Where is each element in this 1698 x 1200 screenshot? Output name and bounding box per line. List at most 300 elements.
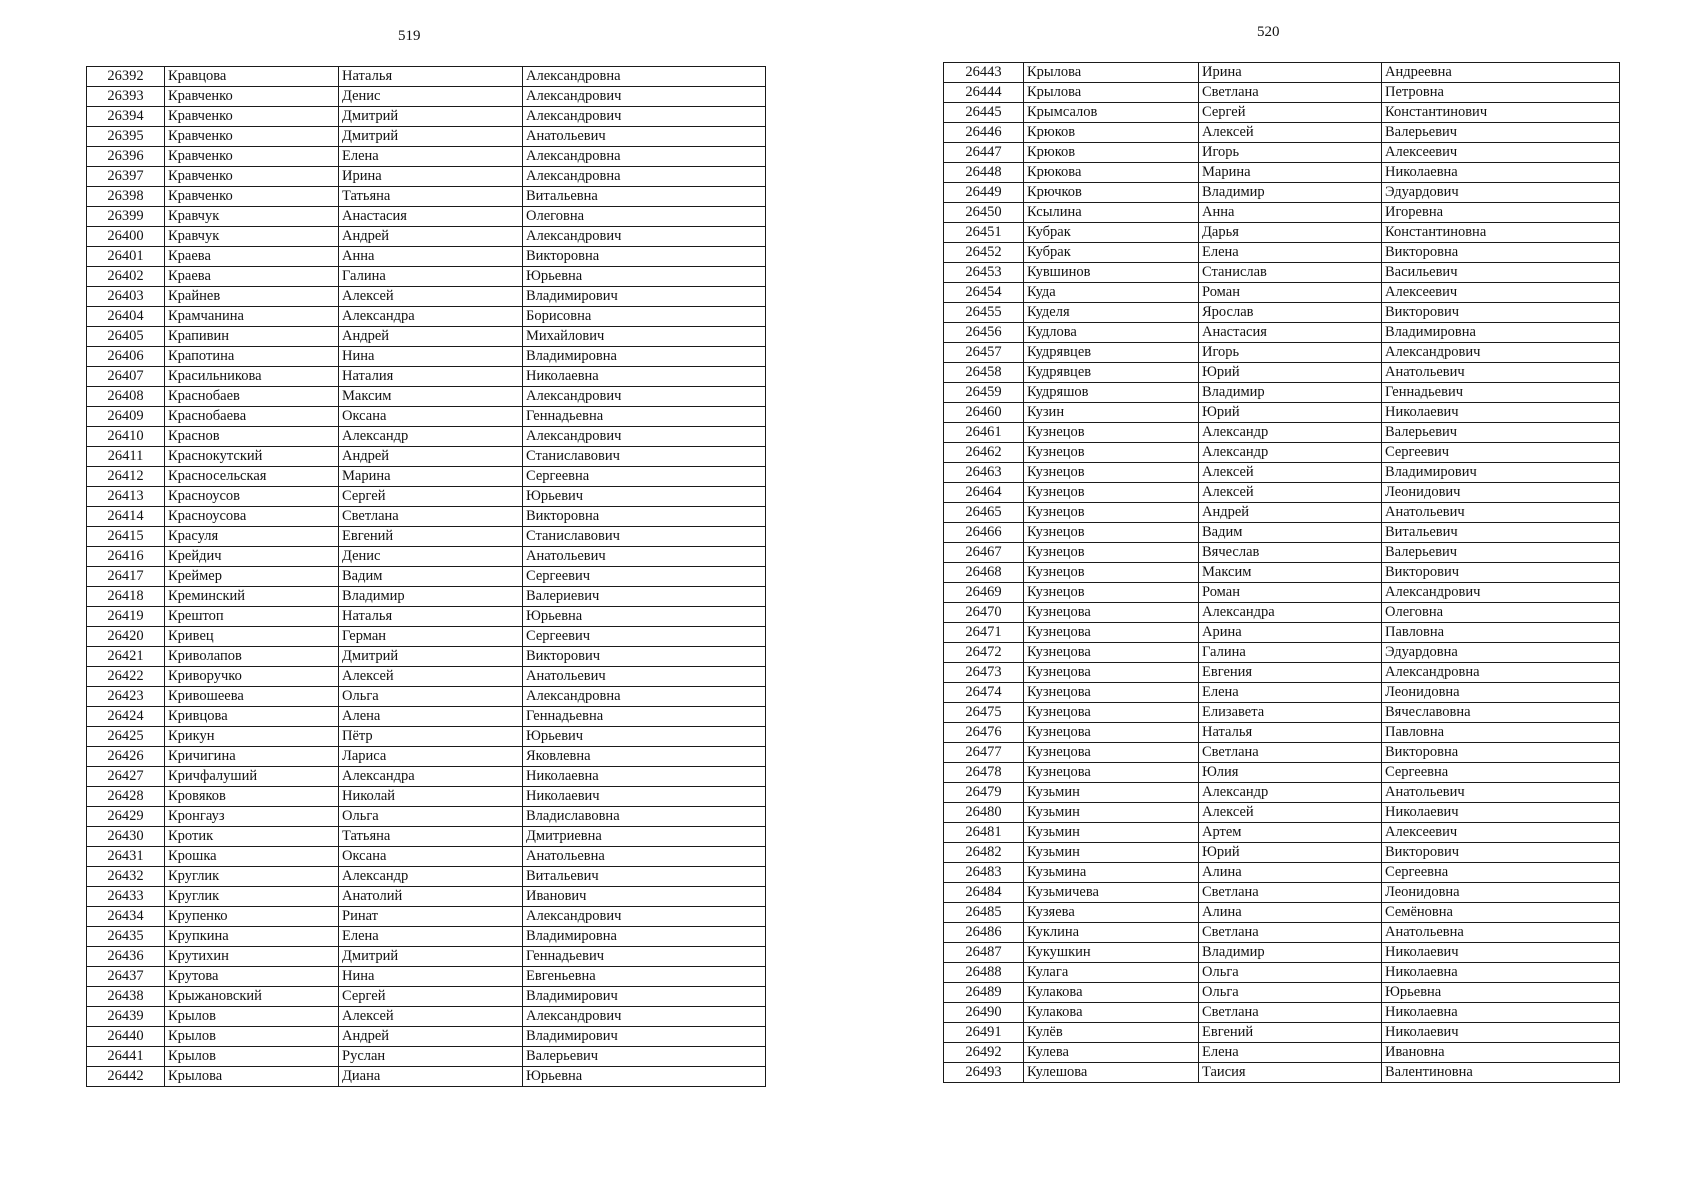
patronymic-cell: Ивановна bbox=[1382, 1043, 1620, 1063]
surname-cell: Кузьмина bbox=[1024, 863, 1199, 883]
surname-cell: Ксылина bbox=[1024, 203, 1199, 223]
patronymic-cell: Олеговна bbox=[1382, 603, 1620, 623]
page-520 bbox=[849, 0, 1698, 1200]
first-name-cell: Марина bbox=[339, 467, 523, 487]
first-name-cell: Александра bbox=[1199, 603, 1382, 623]
record-number-cell: 26456 bbox=[944, 323, 1024, 343]
surname-cell: Кузин bbox=[1024, 403, 1199, 423]
patronymic-cell: Юрьевич bbox=[523, 727, 766, 747]
first-name-cell: Лариса bbox=[339, 747, 523, 767]
surname-cell: Крылов bbox=[165, 1007, 339, 1027]
first-name-cell: Алексей bbox=[1199, 803, 1382, 823]
first-name-cell: Нина bbox=[339, 347, 523, 367]
table-row bbox=[87, 547, 766, 567]
table-row bbox=[87, 887, 766, 907]
patronymic-cell: Сергеевич bbox=[523, 567, 766, 587]
surname-cell: Кровяков bbox=[165, 787, 339, 807]
first-name-cell: Герман bbox=[339, 627, 523, 647]
surname-cell: Кравченко bbox=[165, 107, 339, 127]
patronymic-cell: Константиновна bbox=[1382, 223, 1620, 243]
record-number-cell: 26455 bbox=[944, 303, 1024, 323]
surname-cell: Крылов bbox=[165, 1047, 339, 1067]
patronymic-cell: Викторович bbox=[523, 647, 766, 667]
surname-cell: Кузнецова bbox=[1024, 643, 1199, 663]
first-name-cell: Артем bbox=[1199, 823, 1382, 843]
record-number-cell: 26428 bbox=[87, 787, 165, 807]
record-number-cell: 26482 bbox=[944, 843, 1024, 863]
patronymic-cell: Николаевич bbox=[1382, 803, 1620, 823]
patronymic-cell: Николаевна bbox=[1382, 1003, 1620, 1023]
first-name-cell: Таисия bbox=[1199, 1063, 1382, 1083]
surname-cell: Кулага bbox=[1024, 963, 1199, 983]
surname-cell: Крыжановский bbox=[165, 987, 339, 1007]
first-name-cell: Владимир bbox=[1199, 943, 1382, 963]
patronymic-cell: Александрович bbox=[1382, 343, 1620, 363]
patronymic-cell: Петровна bbox=[1382, 83, 1620, 103]
patronymic-cell: Александрович bbox=[523, 1007, 766, 1027]
first-name-cell: Светлана bbox=[1199, 83, 1382, 103]
table-row bbox=[87, 947, 766, 967]
table-row bbox=[944, 883, 1620, 903]
patronymic-cell: Валентиновна bbox=[1382, 1063, 1620, 1083]
record-number-cell: 26422 bbox=[87, 667, 165, 687]
record-number-cell: 26421 bbox=[87, 647, 165, 667]
first-name-cell: Диана bbox=[339, 1067, 523, 1087]
first-name-cell: Сергей bbox=[1199, 103, 1382, 123]
first-name-cell: Анастасия bbox=[339, 207, 523, 227]
patronymic-cell: Николаевич bbox=[1382, 943, 1620, 963]
table-row bbox=[87, 447, 766, 467]
surname-cell: Кубрак bbox=[1024, 223, 1199, 243]
first-name-cell: Елизавета bbox=[1199, 703, 1382, 723]
patronymic-cell: Николаевна bbox=[523, 767, 766, 787]
record-number-cell: 26402 bbox=[87, 267, 165, 287]
patronymic-cell: Юрьевич bbox=[523, 487, 766, 507]
table-row bbox=[87, 207, 766, 227]
surname-cell: Креминский bbox=[165, 587, 339, 607]
first-name-cell: Денис bbox=[339, 87, 523, 107]
table-row bbox=[87, 847, 766, 867]
table-row bbox=[87, 107, 766, 127]
first-name-cell: Светлана bbox=[1199, 883, 1382, 903]
record-number-cell: 26409 bbox=[87, 407, 165, 427]
register-table-body bbox=[87, 67, 766, 1087]
table-row bbox=[87, 187, 766, 207]
first-name-cell: Александра bbox=[339, 767, 523, 787]
record-number-cell: 26462 bbox=[944, 443, 1024, 463]
patronymic-cell: Владиславовна bbox=[523, 807, 766, 827]
table-row bbox=[87, 907, 766, 927]
first-name-cell: Владимир bbox=[339, 587, 523, 607]
patronymic-cell: Олеговна bbox=[523, 207, 766, 227]
surname-cell: Кудрявцев bbox=[1024, 343, 1199, 363]
patronymic-cell: Александровна bbox=[1382, 663, 1620, 683]
patronymic-cell: Эдуардович bbox=[1382, 183, 1620, 203]
record-number-cell: 26415 bbox=[87, 527, 165, 547]
surname-cell: Круглик bbox=[165, 867, 339, 887]
surname-cell: Кривошеева bbox=[165, 687, 339, 707]
record-number-cell: 26447 bbox=[944, 143, 1024, 163]
patronymic-cell: Владимировна bbox=[523, 927, 766, 947]
patronymic-cell: Владимирович bbox=[523, 987, 766, 1007]
patronymic-cell: Сергеевна bbox=[1382, 863, 1620, 883]
patronymic-cell: Сергеевич bbox=[523, 627, 766, 647]
record-number-cell: 26434 bbox=[87, 907, 165, 927]
record-number-cell: 26471 bbox=[944, 623, 1024, 643]
patronymic-cell: Алексеевич bbox=[1382, 283, 1620, 303]
table-row bbox=[87, 967, 766, 987]
first-name-cell: Дмитрий bbox=[339, 947, 523, 967]
surname-cell: Кулёв bbox=[1024, 1023, 1199, 1043]
table-row bbox=[944, 243, 1620, 263]
first-name-cell: Наталья bbox=[1199, 723, 1382, 743]
table-row bbox=[944, 363, 1620, 383]
table-row bbox=[87, 487, 766, 507]
record-number-cell: 26476 bbox=[944, 723, 1024, 743]
first-name-cell: Ольга bbox=[1199, 963, 1382, 983]
patronymic-cell: Викторовна bbox=[1382, 743, 1620, 763]
first-name-cell: Анастасия bbox=[1199, 323, 1382, 343]
table-row bbox=[87, 587, 766, 607]
first-name-cell: Ольга bbox=[339, 687, 523, 707]
patronymic-cell: Евгеньевна bbox=[523, 967, 766, 987]
patronymic-cell: Александровна bbox=[523, 167, 766, 187]
patronymic-cell: Васильевич bbox=[1382, 263, 1620, 283]
record-number-cell: 26413 bbox=[87, 487, 165, 507]
surname-cell: Кузнецов bbox=[1024, 563, 1199, 583]
table-row bbox=[87, 247, 766, 267]
surname-cell: Кузнецова bbox=[1024, 703, 1199, 723]
first-name-cell: Сергей bbox=[339, 987, 523, 1007]
table-row bbox=[944, 63, 1620, 83]
surname-cell: Красильникова bbox=[165, 367, 339, 387]
first-name-cell: Алексей bbox=[1199, 123, 1382, 143]
patronymic-cell: Николаевич bbox=[523, 787, 766, 807]
surname-cell: Крылова bbox=[1024, 63, 1199, 83]
patronymic-cell: Николаевна bbox=[1382, 163, 1620, 183]
surname-cell: Кувшинов bbox=[1024, 263, 1199, 283]
first-name-cell: Владимир bbox=[1199, 383, 1382, 403]
first-name-cell: Андрей bbox=[339, 327, 523, 347]
surname-cell: Кузнецов bbox=[1024, 483, 1199, 503]
first-name-cell: Пётр bbox=[339, 727, 523, 747]
first-name-cell: Светлана bbox=[1199, 743, 1382, 763]
record-number-cell: 26477 bbox=[944, 743, 1024, 763]
table-row bbox=[944, 283, 1620, 303]
table-row bbox=[944, 843, 1620, 863]
first-name-cell: Владимир bbox=[1199, 183, 1382, 203]
record-number-cell: 26465 bbox=[944, 503, 1024, 523]
surname-cell: Куклина bbox=[1024, 923, 1199, 943]
table-row bbox=[944, 143, 1620, 163]
table-row bbox=[944, 543, 1620, 563]
surname-cell: Крошка bbox=[165, 847, 339, 867]
record-number-cell: 26468 bbox=[944, 563, 1024, 583]
first-name-cell: Александра bbox=[339, 307, 523, 327]
surname-cell: Кукушкин bbox=[1024, 943, 1199, 963]
table-row bbox=[944, 1023, 1620, 1043]
table-row bbox=[944, 423, 1620, 443]
record-number-cell: 26420 bbox=[87, 627, 165, 647]
patronymic-cell: Геннадьевич bbox=[1382, 383, 1620, 403]
table-row bbox=[944, 163, 1620, 183]
surname-cell: Крючков bbox=[1024, 183, 1199, 203]
table-row bbox=[944, 863, 1620, 883]
surname-cell: Кузнецов bbox=[1024, 423, 1199, 443]
surname-cell: Куделя bbox=[1024, 303, 1199, 323]
surname-cell: Куда bbox=[1024, 283, 1199, 303]
surname-cell: Крылова bbox=[165, 1067, 339, 1087]
surname-cell: Кузяева bbox=[1024, 903, 1199, 923]
record-number-cell: 26419 bbox=[87, 607, 165, 627]
table-row bbox=[944, 523, 1620, 543]
record-number-cell: 26442 bbox=[87, 1067, 165, 1087]
patronymic-cell: Иванович bbox=[523, 887, 766, 907]
record-number-cell: 26488 bbox=[944, 963, 1024, 983]
record-number-cell: 26405 bbox=[87, 327, 165, 347]
table-row bbox=[87, 767, 766, 787]
record-number-cell: 26437 bbox=[87, 967, 165, 987]
record-number-cell: 26430 bbox=[87, 827, 165, 847]
patronymic-cell: Игоревна bbox=[1382, 203, 1620, 223]
surname-cell: Краснокутский bbox=[165, 447, 339, 467]
table-row bbox=[944, 383, 1620, 403]
record-number-cell: 26484 bbox=[944, 883, 1024, 903]
surname-cell: Кулакова bbox=[1024, 983, 1199, 1003]
table-row bbox=[87, 707, 766, 727]
surname-cell: Крупенко bbox=[165, 907, 339, 927]
surname-cell: Криворучко bbox=[165, 667, 339, 687]
register-table bbox=[943, 62, 1620, 1083]
table-row bbox=[87, 327, 766, 347]
record-number-cell: 26425 bbox=[87, 727, 165, 747]
table-row bbox=[944, 983, 1620, 1003]
first-name-cell: Галина bbox=[1199, 643, 1382, 663]
surname-cell: Кравчук bbox=[165, 207, 339, 227]
patronymic-cell: Александрович bbox=[523, 87, 766, 107]
surname-cell: Крутова bbox=[165, 967, 339, 987]
surname-cell: Крымсалов bbox=[1024, 103, 1199, 123]
patronymic-cell: Павловна bbox=[1382, 623, 1620, 643]
surname-cell: Кудрявцев bbox=[1024, 363, 1199, 383]
surname-cell: Крейдич bbox=[165, 547, 339, 567]
surname-cell: Кравченко bbox=[165, 127, 339, 147]
table-row bbox=[87, 467, 766, 487]
record-number-cell: 26400 bbox=[87, 227, 165, 247]
patronymic-cell: Владимировна bbox=[523, 347, 766, 367]
surname-cell: Креймер bbox=[165, 567, 339, 587]
first-name-cell: Александр bbox=[1199, 783, 1382, 803]
patronymic-cell: Борисовна bbox=[523, 307, 766, 327]
table-row bbox=[944, 943, 1620, 963]
first-name-cell: Марина bbox=[1199, 163, 1382, 183]
surname-cell: Кронгауз bbox=[165, 807, 339, 827]
table-row bbox=[944, 1063, 1620, 1083]
patronymic-cell: Витальевич bbox=[1382, 523, 1620, 543]
first-name-cell: Елена bbox=[1199, 1043, 1382, 1063]
patronymic-cell: Валерьевич bbox=[523, 1047, 766, 1067]
patronymic-cell: Валерьевич bbox=[1382, 423, 1620, 443]
patronymic-cell: Юрьевна bbox=[1382, 983, 1620, 1003]
first-name-cell: Нина bbox=[339, 967, 523, 987]
patronymic-cell: Александрович bbox=[523, 227, 766, 247]
record-number-cell: 26478 bbox=[944, 763, 1024, 783]
record-number-cell: 26464 bbox=[944, 483, 1024, 503]
patronymic-cell: Анатольевич bbox=[523, 547, 766, 567]
patronymic-cell: Леонидовна bbox=[1382, 883, 1620, 903]
record-number-cell: 26458 bbox=[944, 363, 1024, 383]
table-row bbox=[944, 443, 1620, 463]
patronymic-cell: Алексеевич bbox=[1382, 143, 1620, 163]
surname-cell: Крылова bbox=[1024, 83, 1199, 103]
record-number-cell: 26480 bbox=[944, 803, 1024, 823]
record-number-cell: 26408 bbox=[87, 387, 165, 407]
table-row bbox=[944, 563, 1620, 583]
record-number-cell: 26452 bbox=[944, 243, 1024, 263]
patronymic-cell: Сергеевна bbox=[1382, 763, 1620, 783]
table-row bbox=[87, 647, 766, 667]
first-name-cell: Наталия bbox=[339, 367, 523, 387]
table-row bbox=[87, 267, 766, 287]
first-name-cell: Елена bbox=[339, 147, 523, 167]
first-name-cell: Максим bbox=[339, 387, 523, 407]
first-name-cell: Светлана bbox=[339, 507, 523, 527]
surname-cell: Кравченко bbox=[165, 147, 339, 167]
patronymic-cell: Юрьевна bbox=[523, 1067, 766, 1087]
surname-cell: Кузнецов bbox=[1024, 523, 1199, 543]
table-row bbox=[87, 67, 766, 87]
first-name-cell: Оксана bbox=[339, 847, 523, 867]
table-row bbox=[944, 83, 1620, 103]
surname-cell: Кулакова bbox=[1024, 1003, 1199, 1023]
table-row bbox=[944, 703, 1620, 723]
patronymic-cell: Александровна bbox=[523, 687, 766, 707]
surname-cell: Крикун bbox=[165, 727, 339, 747]
first-name-cell: Денис bbox=[339, 547, 523, 567]
table-row bbox=[87, 507, 766, 527]
record-number-cell: 26412 bbox=[87, 467, 165, 487]
surname-cell: Кричфалуший bbox=[165, 767, 339, 787]
patronymic-cell: Алексеевич bbox=[1382, 823, 1620, 843]
record-number-cell: 26416 bbox=[87, 547, 165, 567]
table-row bbox=[944, 783, 1620, 803]
table-row bbox=[87, 307, 766, 327]
first-name-cell: Татьяна bbox=[339, 827, 523, 847]
surname-cell: Кузнецов bbox=[1024, 463, 1199, 483]
table-row bbox=[87, 667, 766, 687]
patronymic-cell: Валерьевич bbox=[1382, 543, 1620, 563]
first-name-cell: Светлана bbox=[1199, 923, 1382, 943]
table-row bbox=[87, 987, 766, 1007]
record-number-cell: 26431 bbox=[87, 847, 165, 867]
first-name-cell: Юрий bbox=[1199, 363, 1382, 383]
patronymic-cell: Владимирович bbox=[1382, 463, 1620, 483]
first-name-cell: Юрий bbox=[1199, 403, 1382, 423]
table-row bbox=[944, 623, 1620, 643]
surname-cell: Кузнецова bbox=[1024, 623, 1199, 643]
first-name-cell: Максим bbox=[1199, 563, 1382, 583]
first-name-cell: Юлия bbox=[1199, 763, 1382, 783]
first-name-cell: Галина bbox=[339, 267, 523, 287]
surname-cell: Кудряшов bbox=[1024, 383, 1199, 403]
table-row bbox=[944, 223, 1620, 243]
first-name-cell: Анна bbox=[1199, 203, 1382, 223]
first-name-cell: Юрий bbox=[1199, 843, 1382, 863]
first-name-cell: Елена bbox=[1199, 243, 1382, 263]
first-name-cell: Наталья bbox=[339, 607, 523, 627]
patronymic-cell: Анатольевич bbox=[523, 667, 766, 687]
first-name-cell: Дарья bbox=[1199, 223, 1382, 243]
table-row bbox=[87, 627, 766, 647]
record-number-cell: 26460 bbox=[944, 403, 1024, 423]
record-number-cell: 26490 bbox=[944, 1003, 1024, 1023]
record-number-cell: 26397 bbox=[87, 167, 165, 187]
table-row bbox=[944, 923, 1620, 943]
table-row bbox=[87, 927, 766, 947]
record-number-cell: 26451 bbox=[944, 223, 1024, 243]
first-name-cell: Алексей bbox=[339, 1007, 523, 1027]
record-number-cell: 26444 bbox=[944, 83, 1024, 103]
record-number-cell: 26407 bbox=[87, 367, 165, 387]
table-row bbox=[944, 343, 1620, 363]
first-name-cell: Наталья bbox=[339, 67, 523, 87]
surname-cell: Кузнецов bbox=[1024, 543, 1199, 563]
first-name-cell: Арина bbox=[1199, 623, 1382, 643]
first-name-cell: Дмитрий bbox=[339, 107, 523, 127]
surname-cell: Крупкина bbox=[165, 927, 339, 947]
first-name-cell: Александр bbox=[339, 867, 523, 887]
surname-cell: Кравченко bbox=[165, 187, 339, 207]
first-name-cell: Ирина bbox=[339, 167, 523, 187]
surname-cell: Кузьмин bbox=[1024, 843, 1199, 863]
table-row bbox=[87, 367, 766, 387]
table-row bbox=[944, 643, 1620, 663]
first-name-cell: Роман bbox=[1199, 583, 1382, 603]
patronymic-cell: Александрович bbox=[523, 907, 766, 927]
record-number-cell: 26461 bbox=[944, 423, 1024, 443]
first-name-cell: Дмитрий bbox=[339, 647, 523, 667]
table-row bbox=[87, 867, 766, 887]
record-number-cell: 26481 bbox=[944, 823, 1024, 843]
surname-cell: Кулешова bbox=[1024, 1063, 1199, 1083]
patronymic-cell: Анатольевич bbox=[1382, 783, 1620, 803]
surname-cell: Кравченко bbox=[165, 87, 339, 107]
surname-cell: Краева bbox=[165, 247, 339, 267]
patronymic-cell: Леонидовна bbox=[1382, 683, 1620, 703]
record-number-cell: 26463 bbox=[944, 463, 1024, 483]
table-row bbox=[944, 763, 1620, 783]
table-row bbox=[944, 603, 1620, 623]
surname-cell: Красносельская bbox=[165, 467, 339, 487]
surname-cell: Кузьмин bbox=[1024, 803, 1199, 823]
patronymic-cell: Эдуардовна bbox=[1382, 643, 1620, 663]
record-number-cell: 26446 bbox=[944, 123, 1024, 143]
first-name-cell: Руслан bbox=[339, 1047, 523, 1067]
surname-cell: Краева bbox=[165, 267, 339, 287]
record-number-cell: 26411 bbox=[87, 447, 165, 467]
register-table-body bbox=[944, 63, 1620, 1083]
patronymic-cell: Александровна bbox=[523, 147, 766, 167]
patronymic-cell: Владимирович bbox=[523, 1027, 766, 1047]
surname-cell: Кулева bbox=[1024, 1043, 1199, 1063]
first-name-cell: Андрей bbox=[339, 447, 523, 467]
record-number-cell: 26432 bbox=[87, 867, 165, 887]
record-number-cell: 26410 bbox=[87, 427, 165, 447]
table-row bbox=[87, 407, 766, 427]
table-row bbox=[944, 743, 1620, 763]
record-number-cell: 26459 bbox=[944, 383, 1024, 403]
table-row bbox=[87, 167, 766, 187]
